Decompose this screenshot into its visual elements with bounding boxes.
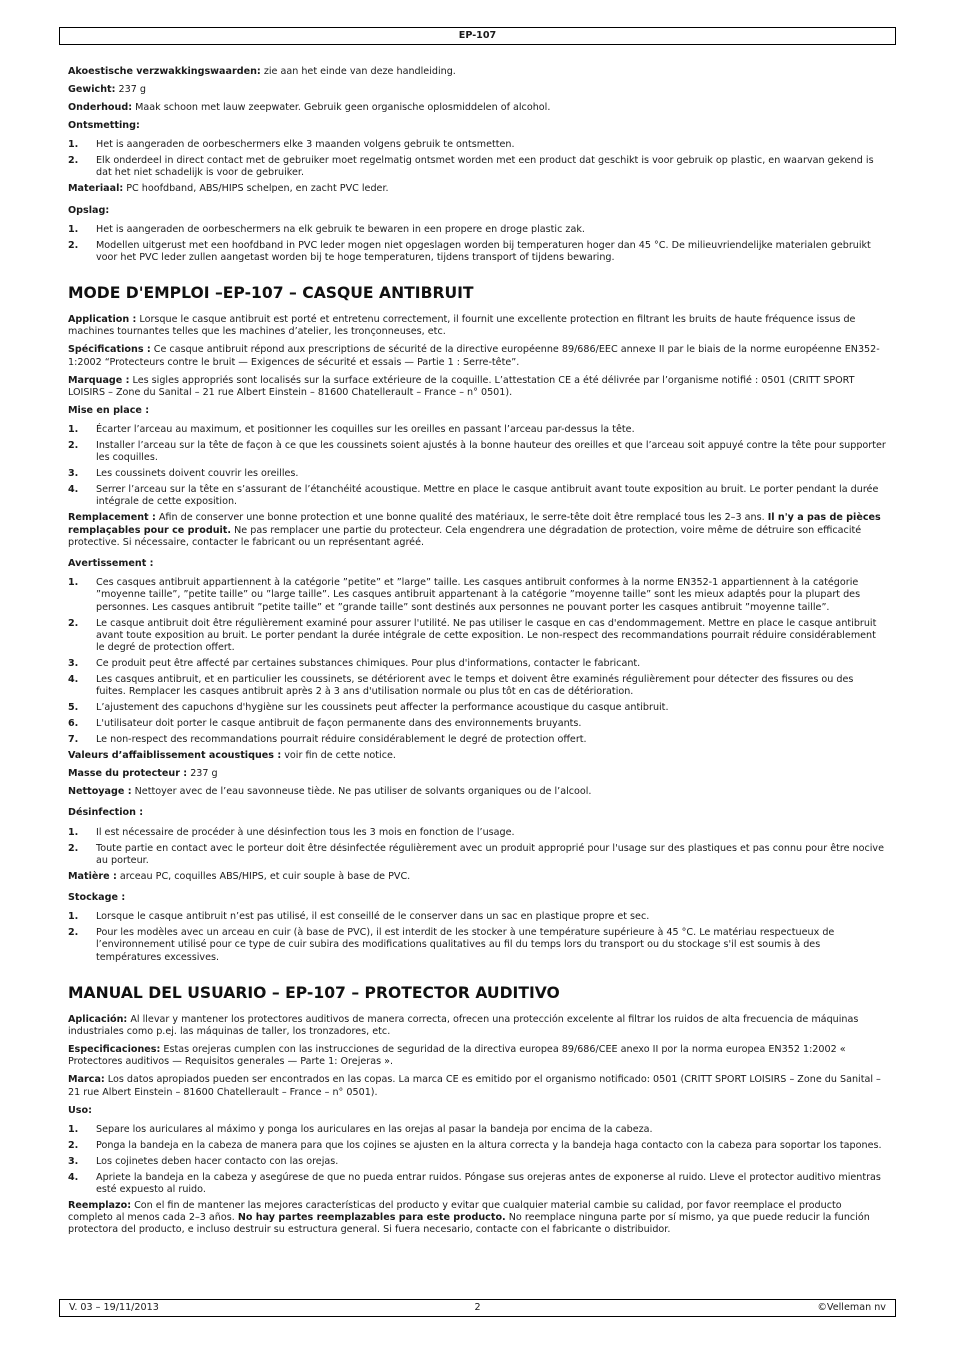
header-title: EP-107	[458, 30, 497, 41]
list-item: 1. Écarter l’arceau au maximum, et positionner les coquilles sur les oreilles en passant l’arceau par-dessus la tête.	[68, 424, 635, 436]
list-item: 2. Elk onderdeel in direct contact met de gebruiker moet regelmatig ontsmet worden met een product dat geschikt is voor gebruik op plastic, en waarvan gekend is dat het niet schadelijk is voor de gebruiker.	[68, 155, 874, 179]
es-specifications: Especificaciones: Estas orejeras cumplen con las instrucciones de seguridad de la directiva europea 89/686/CEE anexo II por la norma europea EN352 1:2002 « Protectores auditivos — Requisitos generales — Parte 1: Orejeras ».	[68, 1044, 846, 1068]
fr-weight: Masse du protecteur : 237 g	[68, 768, 218, 780]
fr-cleaning: Nettoyage : Nettoyer avec de l’eau savonneuse tiède. Ne pas utiliser de solvants organiques ou de l’alcool.	[68, 786, 592, 798]
footer-version: V. 03 – 19/11/2013	[69, 1302, 159, 1313]
es-section-heading: MANUAL DEL USUARIO – EP-107 – PROTECTOR AUDITIVO	[68, 983, 560, 1002]
list-item: 3. Les coussinets doivent couvrir les oreilles.	[68, 468, 299, 480]
fr-material: Matière : arceau PC, coquilles ABS/HIPS, et cuir souple à base de PVC.	[68, 870, 411, 882]
list-item: 5. L’ajustement des capuchons d'hygiène sur les coussinets peut affecter la performance acoustique du casque antibruit.	[68, 702, 669, 714]
page-header	[59, 27, 896, 45]
list-item: 1. Lorsque le casque antibruit n’est pas utilisé, il est conseillé de le conserver dans un sac en plastique propre et sec.	[68, 911, 650, 923]
list-item: 2. Installer l’arceau sur la tête de façon à ce que les coussinets soient ajustés à la bonne hauteur des oreilles et que l’arceau soit appuyé contre la tête pour supporter les coquilles.	[68, 440, 886, 464]
list-item: 4. Les casques antibruit, et en particulier les coussinets, se détériorent avec le temps et doivent être examinés régulièrement pour détecter des fissures ou des fuites. Remplacer les casques antibruit après 2 à 3 ans d'utilisation normale ou plus tôt en cas de détérioration.	[68, 674, 854, 698]
footer-page-number: 2	[474, 1302, 481, 1313]
fr-storage-list	[68, 911, 886, 964]
list-item: 2. Modellen uitgerust met een hoofdband in PVC leder mogen niet opgeslagen worden bij temperaturen hoger dan 45 °C. De milieuvriendelijke materialen gebruikt voor het PVC leder zullen aangetast worden bij te hoge temperaturen, tijdens transport of tijdens bewaring.	[68, 239, 871, 264]
fr-warning-list	[68, 577, 886, 746]
document-body	[68, 66, 886, 1242]
fr-section-heading: MODE D'EMPLOI –EP-107 – CASQUE ANTIBRUIT	[68, 284, 474, 303]
fr-disinfection-list	[68, 827, 886, 867]
fr-acoustic-values: Valeurs d’affaiblissement acoustiques : voir fin de cette notice.	[68, 750, 396, 762]
fr-marking: Marquage : Les sigles appropriés sont localisés sur la surface extérieure de la coquille. L’attestation CE a été délivrée par l’organisme notifié : 0501 (CRITT SPORT LOISIRS – Zone du Sanital – 21 rue Albert Einstein – 81600 Chatellerault – France – n° 0501).	[68, 374, 855, 398]
fr-specifications: Spécifications : Ce casque antibruit répond aux prescriptions de sécurité de la directive européenne 89/686/EEC annexe II par le biais de la norme européenne EN352-1:2002 “Protecteurs contre le bruit — Exigences de sécurité et essais — Partie 1 : Serre-tête”.	[68, 344, 880, 368]
fr-application: Application : Lorsque le casque antibruit est porté et entretenu correctement, il fournit une excellente protection en filtrant les bruits de haute fréquence issus de machines tournantes telles que les machines d’atelier, les tronçonneuses, etc.	[68, 314, 856, 338]
nl-storage-label: Opslag:	[68, 204, 110, 216]
nl-maintenance: Onderhoud: Maak schoon met lauw zeepwater. Gebruik geen organische oplosmiddelen of alcohol.	[68, 102, 551, 113]
list-item: 1. Het is aangeraden de oorbeschermers na elk gebruik te bewaren in een propere en droge plastic zak.	[68, 223, 585, 235]
list-item: 1. Separe los auriculares al máximo y ponga los auriculares en las orejas al pasar la bandeja por encima de la cabeza.	[68, 1123, 653, 1135]
nl-disinfection-list	[68, 139, 886, 179]
list-item: 3. Los cojinetes deben hacer contacto con las orejas.	[68, 1155, 339, 1167]
nl-disinfection-label: Ontsmetting:	[68, 120, 140, 131]
list-item: 2. Ponga la bandeja en la cabeza de manera para que los cojines se ajusten en la altura correcta y la bandeja haga contacto con la cabeza para soportar los tapones.	[68, 1139, 882, 1151]
fr-fitting-label: Mise en place :	[68, 404, 150, 416]
list-item: 3. Ce produit peut être affecté par certaines substances chimiques. Pour plus d'informations, contacter le fabricant.	[68, 658, 641, 670]
list-item: 1. Het is aangeraden de oorbeschermers elke 3 maanden volgens gebruik te ontsmetten.	[68, 139, 515, 151]
list-item: 1. Il est nécessaire de procéder à une désinfection tous les 3 mois en fonction de l’usage.	[68, 826, 515, 838]
list-item: 7. Le non-respect des recommandations pourrait réduire considérablement le degré de protection offert.	[68, 734, 587, 746]
list-item: 4. Serrer l’arceau sur la tête en s’assurant de l’étanchéité acoustique. Mettre en place le casque antibruit avant toute exposition au bruit. Le porter pendant la durée intégrale de cette exposition.	[68, 484, 879, 508]
nl-acoustic-values: Akoestische verzwakkingswaarden: zie aan het einde van deze handleiding.	[68, 66, 456, 77]
fr-storage-label: Stockage :	[68, 892, 126, 904]
nl-storage-list	[68, 224, 886, 264]
fr-replacement: Remplacement : Afin de conserver une bonne protection et une bonne qualité des matériaux, le serre-tête doit être remplacé tous les 2–3 ans. Il n'y a pas de pièces remplaçables pour ce produit. Ne pas remplacer une partie du protecteur. Cela engendrera une dégradation de protection, voire même de détruire son efficacité protective. Si nécessaire, contacter le fabricant ou un représentant agréé.	[68, 512, 881, 548]
list-item: 1. Ces casques antibruit appartiennent à la catégorie ”petite” et ”large” taille. Les casques antibruit conformes à la norme EN352-1 appartiennent à la catégorie ”moyenne taille”, ”petite taille” ou ”large taille”. Les casques antibruit appartenant à la catégorie ”moyenne taille” sont les mieux adaptés pour la plupart des personnes. Les casques antibruit ”petite taille” et ”grande taille” sont destinés aux personnes ne pouvant porter les casques antibruit ”moyenne taille”.	[68, 577, 861, 613]
es-replacement: Reemplazo: Con el fin de mantener las mejores características del producto y evitar que cualquier material cambie su calidad, por favor reemplace el producto completo al menos cada 2–3 años. No hay partes reemplazables para este producto. No reemplace ninguna parte por sí mismo, ya que puede reducir la función protectora del producto, e incluso destruir su estructura general. Si fuera necesario, contacte con el fabricante o distribuidor.	[68, 1199, 870, 1236]
es-marking: Marca: Los datos apropiados pueden ser encontrados en las copas. La marca CE es emitido por el organismo notificado: 0501 (CRITT SPORT LOISIRS – Zone du Sanital – 21 rue Albert Einstein – 81600 Chatellerault – France – n° 0501).	[68, 1074, 881, 1098]
es-application: Aplicación: Al llevar y mantener los protectores auditivos de manera correcta, ofrecen una protección excelente al filtrar los ruidos de alta frecuencia de máquinas industriales como p.ej. las máquinas de taller, los tronzadores, etc.	[68, 1013, 859, 1038]
fr-disinfection-label: Désinfection :	[68, 807, 144, 819]
footer-copyright: ©Velleman nv	[817, 1302, 886, 1313]
page-footer	[59, 1299, 896, 1317]
list-item: 2. Pour les modèles avec un arceau en cuir (à base de PVC), il est interdit de les stocker à une température supérieure à 45 °C. Le matériau respectueux de l’environnement utilisé pour ce type de cuir subira des modifications qualitatives au fil du temps lors du transport ou du stockage s'il est soumis à des températures excessives.	[68, 927, 835, 963]
nl-weight: Gewicht: 237 g	[68, 84, 146, 95]
es-use-label: Uso:	[68, 1104, 92, 1116]
list-item: 6. L'utilisateur doit porter le casque antibruit de façon permanente dans des environnements bruyants.	[68, 718, 582, 730]
nl-material: Materiaal: PC hoofdband, ABS/HIPS schelpen, en zacht PVC leder.	[68, 183, 389, 195]
list-item: 2. Toute partie en contact avec le porteur doit être désinfectée régulièrement avec un produit approprié pour l'usage sur des plastiques et pas connu pour être nocive au porteur.	[68, 842, 885, 866]
es-use-list	[68, 1124, 886, 1196]
list-item: 2. Le casque antibruit doit être régulièrement examiné pour assurer l'utilité. Ne pas utiliser le casque en cas d'endommagement. Mettre en place le casque antibruit avant toute exposition au bruit. Le porter pendant la durée intégrale de cette exposition. Le non-respect des recommandations pourrait réduire considérablement le degré de protection offert.	[68, 617, 877, 654]
fr-warning-label: Avertissement :	[68, 558, 154, 570]
list-item: 4. Apriete la bandeja en la cabeza y asegúrese de que no pueda entrar ruidos. Póngase sus orejeras antes de exponerse al ruido. Lleve el protector auditivo mientras esté expuesto al ruido.	[68, 1171, 881, 1195]
fr-fitting-list	[68, 424, 886, 509]
